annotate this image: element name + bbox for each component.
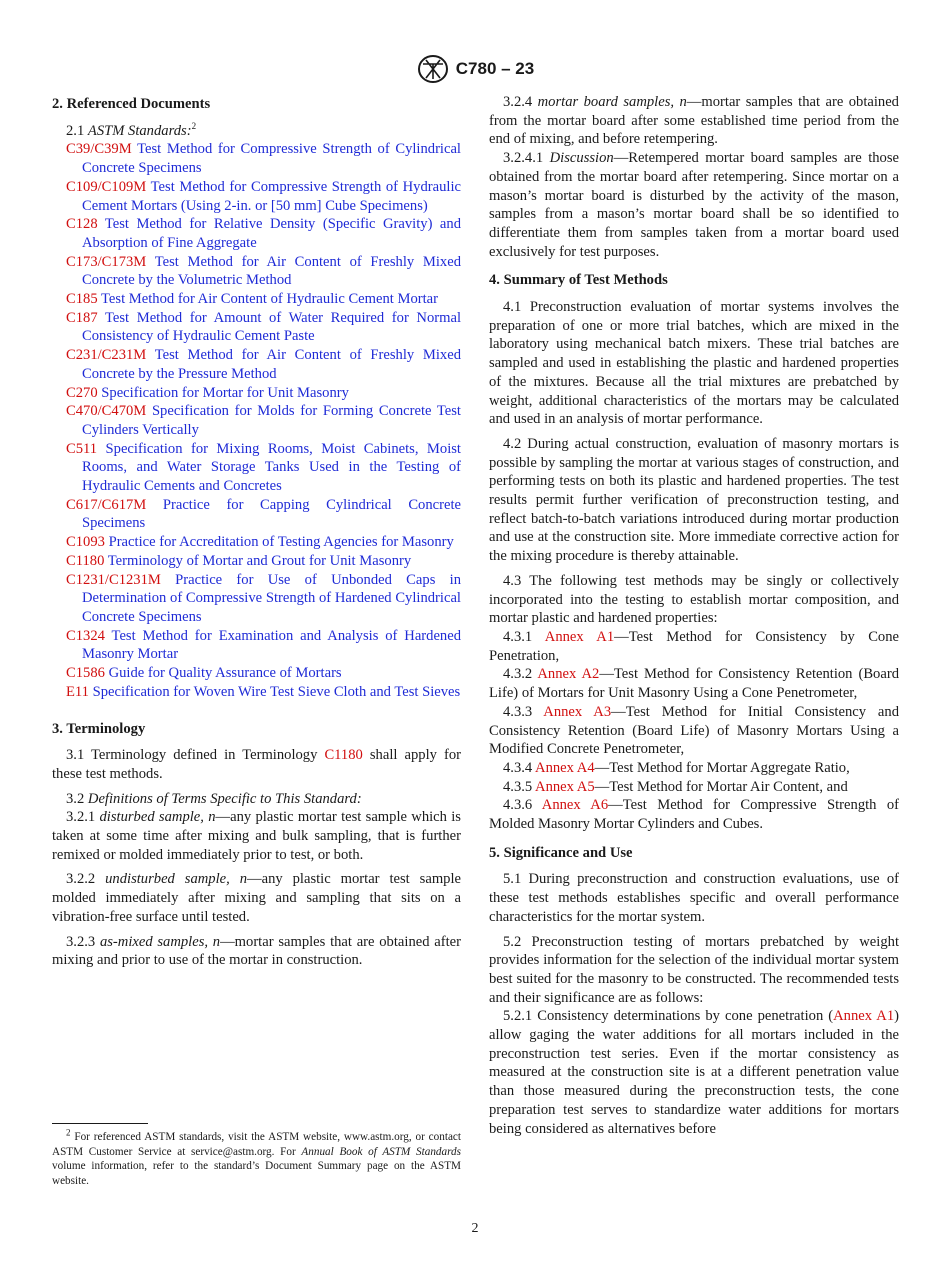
reference-item (66, 178, 461, 215)
section-2-heading: 2. Referenced Documents (52, 96, 211, 112)
left-column (52, 93, 461, 976)
para-3-2-1: 3.2.1 disturbed sample, n—any plastic mortar test sample which is taken at some time after mixing and bulk sampling, that is further remixed or molded immediately prior to test, or both. (52, 809, 461, 863)
reference-title-link[interactable]: Specification for Molds for Forming Concrete Test Cylinders Vertically (82, 403, 461, 438)
annex-link[interactable]: Annex A3 (543, 703, 612, 720)
reference-title-link[interactable]: Test Method for Compressive Strength of Hydraulic Cement Mortars (Using 2-in. or [50 mm] Cube Specimens) (82, 178, 461, 214)
footnote-2: $^2$ For referenced ASTM standards, visit the ASTM website, www.astm.org, or contact ASTM Customer Service at service@astm.org. For Annual Book of ASTM Standards volume information, refer to the standard’s Document Summary page on the ASTM website. (52, 1127, 461, 1187)
reference-title-link[interactable]: Test Method for Air Content of Freshly Mixed Concrete by the Pressure Method (82, 347, 461, 382)
reference-title-link[interactable]: Test Method for Air Content of Hydraulic Cement Mortar (101, 291, 439, 308)
reference-item (66, 496, 461, 533)
footnote-area (52, 1123, 461, 1188)
reference-title-link[interactable]: Practice for Capping Cylindrical Concrete Specimens (82, 496, 461, 532)
reference-code-link[interactable]: C109/C109M (66, 178, 147, 195)
annex-link[interactable]: Annex A6 (541, 797, 609, 814)
reference-item (66, 683, 461, 702)
para-5-2-1: 5.2.1 Consistency determinations by cone penetration (Annex A1) allow gaging the water additions for all mortars included in the preconstruction test series. Even if the mortar consistency as measured at the construction site is at a different penetration value than those measured during the preconstruction tests, the cone preparation test serves to standardize water additions for mortars being considered as alternatives before (489, 1008, 899, 1137)
astm-logo-icon (416, 54, 450, 84)
reference-code-link[interactable]: C470/C470M (66, 403, 147, 420)
annex-list (489, 628, 899, 834)
reference-item (66, 309, 461, 346)
reference-title-link[interactable]: Guide for Quality Assurance of Mortars (108, 665, 342, 682)
right-column (489, 93, 899, 1144)
reference-code-link[interactable]: C128 (66, 216, 98, 233)
annex-item: 4.3.2 Annex A2—Test Method for Consistency Retention (Board Life) of Mortars for Unit Masonry Using a Cone Penetrometer, (489, 666, 899, 702)
reference-title-link[interactable]: Test Method for Compressive Strength of Cylindrical Concrete Specimens (82, 141, 461, 177)
reference-list (52, 140, 461, 701)
standard-designation: C780 – 23 (455, 59, 535, 78)
annex-link[interactable]: Annex A2 (537, 666, 600, 683)
annex-item: 4.3.4 Annex A4—Test Method for Mortar Aggregate Ratio, (503, 759, 850, 776)
reference-title-link[interactable]: Practice for Use of Unbonded Caps in Determination of Compressive Strength of Hardened Cylindrical Concrete Specimens (82, 571, 461, 625)
section-3-heading: 3. Terminology (52, 720, 146, 737)
reference-code-link[interactable]: C185 (66, 291, 98, 308)
para-3-2-3: 3.2.3 as-mixed samples, n—mortar samples that are obtained after mixing and prior to use of the mortar in construction. (52, 933, 461, 969)
reference-code-link[interactable]: C187 (66, 309, 98, 326)
para-3-2-4: 3.2.4 mortar board samples, n—mortar samples that are obtained from the mortar board after some established time period from the end of mixing, and before retempering. (489, 94, 899, 148)
reference-code-link[interactable]: C1324 (66, 627, 105, 644)
para-5-1: 5.1 During preconstruction and construction evaluations, use of these test methods establishes specific and overall performance characteristics for the mortar system. (489, 871, 899, 925)
reference-title-link[interactable]: Test Method for Relative Density (Specific Gravity) and Absorption of Fine Aggregate (82, 216, 461, 251)
reference-title-link[interactable]: Test Method for Air Content of Freshly Mixed Concrete by the Volumetric Method (82, 253, 461, 289)
annex-item: 4.3.3 Annex A3—Test Method for Initial Consistency and Consistency Retention (Board Life) of Masonry Mortars Using a Modified Concrete Penetrometer, (489, 703, 899, 758)
annex-link[interactable]: Annex A1 (544, 628, 615, 645)
annex-a1-link[interactable]: Annex A1 (833, 1008, 895, 1025)
reference-code-link[interactable]: C511 (66, 440, 98, 457)
reference-code-link[interactable]: C39/C39M (66, 141, 132, 158)
reference-item (66, 384, 461, 403)
section-4-heading: 4. Summary of Test Methods (489, 272, 668, 289)
para-4-1: 4.1 Preconstruction evaluation of mortar systems involves the preparation of one or more trial batches, which are mixed in the laboratory using mechanical batch mixers. These trial batches are sampled and used in establishing the plastic and hardened properties of the mixtures. Because all the trial mixtures are prebatched by weight, additional characteristics of the mortars may be calculated and used in an analysis of mortar performance. (489, 299, 899, 428)
reference-code-link[interactable]: C173/C173M (66, 253, 147, 270)
para-4-2: 4.2 During actual construction, evaluation of masonry mortars is possible by sampling the mortar at various stages of construction, and performing tests on both its plastic and hardened properties. The test results permit further verification of preconstruction testing, and reflect batch-to-batch variations introduced during mortar production and use at the construction site. More immediate corrective action for the mixing procedure is thereby attainable. (489, 435, 899, 565)
para-3-2-4-1: 3.2.4.1 Discussion—Retempered mortar board samples are those obtained from the mortar board after retempering. Since mortar on a mason’s mortar board is disturbed by the activity of the mason, samples from a mason’s mortar board shall be so identified to differentiate them from samples taken from a mortar board used exclusively for test purposes. (489, 150, 899, 260)
reference-title-link[interactable]: Practice for Accreditation of Testing Agencies for Masonry (108, 534, 454, 551)
reference-item (66, 571, 461, 627)
para-3-2-2: 3.2.2 undisturbed sample, n—any plastic mortar test sample molded immediately after mixing and sampling that sits on a vibration-free surface until tested. (52, 871, 461, 925)
reference-title-link[interactable]: Terminology of Mortar and Grout for Unit Masonry (107, 552, 412, 569)
para-4-3: 4.3 The following test methods may be singly or collectively incorporated into the testing to establish mortar composition, and mortar plastic and hardened properties: (489, 572, 899, 627)
reference-item (66, 140, 461, 177)
para-3-1: 3.1 Terminology defined in Terminology C1180 shall apply for these test methods. (52, 747, 461, 782)
reference-title-link[interactable]: Test Method for Examination and Analysis of Hardened Masonry Mortar (82, 627, 462, 663)
reference-title-link[interactable]: Test Method for Amount of Water Required for Normal Consistency of Hydraulic Cement Paste (82, 309, 462, 345)
reference-code-link[interactable]: C1586 (66, 665, 105, 682)
footnote-rule (52, 1123, 148, 1124)
reference-item (66, 552, 461, 571)
astm-standards-intro: 2.1 ASTM Standards:$^2$ (66, 120, 197, 139)
page-number: 2 (471, 1221, 479, 1236)
reference-title-link[interactable]: Specification for Mortar for Unit Masonry (101, 384, 349, 401)
para-5-2: 5.2 Preconstruction testing of mortars prebatched by weight provides information for the selection of the individual mortar system best suited for the masonry to be constructed. The recommended tests and their significance are as follows: (489, 933, 899, 1006)
reference-item (66, 533, 461, 552)
reference-code-link[interactable]: C231/C231M (66, 347, 147, 364)
reference-item (66, 440, 461, 496)
annex-item: 4.3.1 Annex A1—Test Method for Consistency by Cone Penetration, (489, 628, 900, 664)
reference-item (66, 627, 461, 664)
reference-title-link[interactable]: Specification for Woven Wire Test Sieve Cloth and Test Sieves (92, 683, 461, 700)
section-5-heading: 5. Significance and Use (489, 844, 633, 861)
annex-item: 4.3.5 Annex A5—Test Method for Mortar Air Content, and (503, 778, 848, 795)
para-3-2: 3.2 Definitions of Terms Specific to This Standard: (66, 790, 362, 807)
reference-code-link[interactable]: E11 (66, 683, 89, 700)
annex-link[interactable]: Annex A4 (535, 759, 595, 776)
reference-code-link[interactable]: C617/C617M (66, 496, 147, 513)
reference-code-link[interactable]: C270 (66, 384, 98, 401)
reference-item (66, 402, 461, 439)
reference-item (66, 253, 461, 290)
reference-item (66, 290, 461, 309)
reference-code-link[interactable]: C1231/C1231M (66, 571, 161, 588)
reference-code-link[interactable]: C1180 (66, 552, 105, 569)
annex-item: 4.3.6 Annex A6—Test Method for Compressive Strength of Molded Masonry Mortar Cylinders and Cubes. (489, 797, 900, 833)
reference-title-link[interactable]: Specification for Mixing Rooms, Moist Cabinets, Moist Rooms, and Water Storage Tanks Used in the Testing of Hydraulic Cements and Concretes (82, 440, 461, 495)
reference-item (66, 664, 461, 683)
c1180-link[interactable]: C1180 (324, 747, 363, 764)
reference-item (66, 215, 461, 252)
reference-code-link[interactable]: C1093 (66, 534, 105, 551)
page-header (0, 53, 950, 85)
reference-item (66, 346, 461, 383)
annex-link[interactable]: Annex A5 (535, 778, 595, 795)
